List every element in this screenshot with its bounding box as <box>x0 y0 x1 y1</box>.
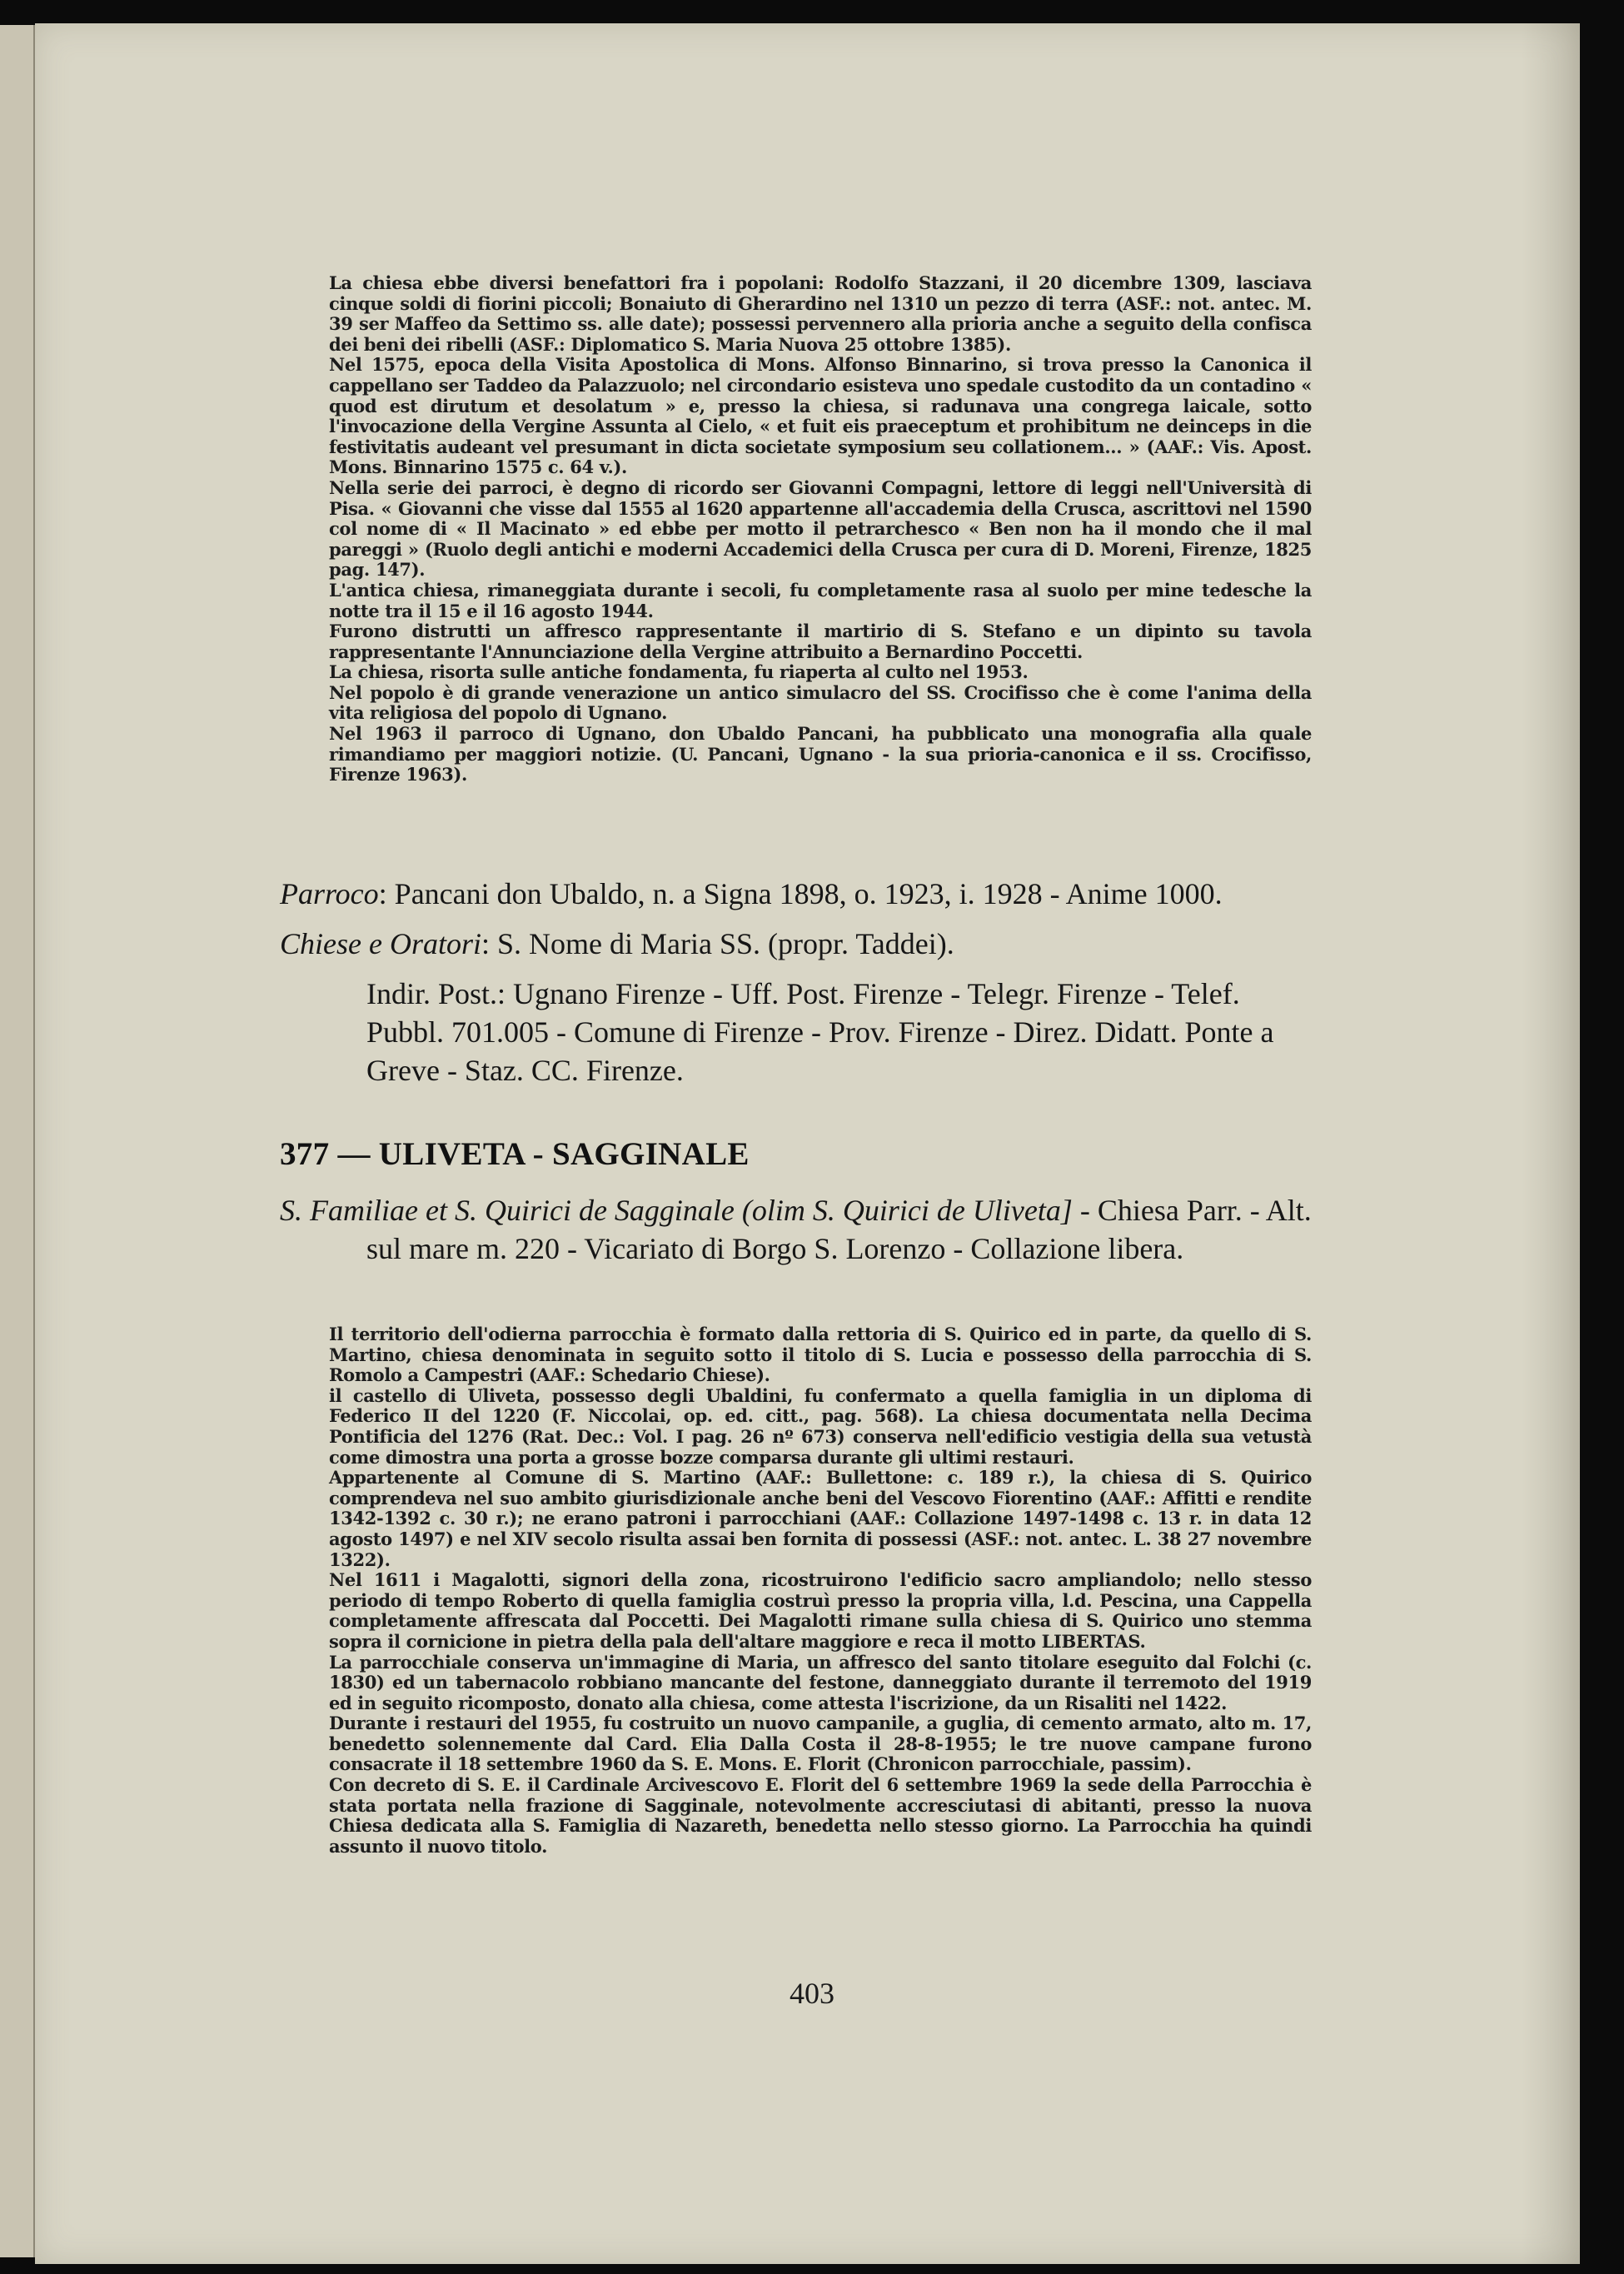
dedication-entry <box>280 1191 1313 1268</box>
note-paragraph: La chiesa, risorta sulle antiche fondamenta, fu riaperta al culto nel 1953. <box>329 661 1029 683</box>
indirizzo-entry: Indir. Post.: Ugnano Firenze - Uff. Post. Firenze - Telegr. Firenze - Telef. Pubbl. 701.005 - Comune di Firenze - Prov. Firenze - Direz. Didatt. Ponte a Greve - Staz. CC. Firenze. <box>366 977 1274 1087</box>
chiese-text: S. Nome di Maria SS. (propr. Taddei). <box>497 927 954 960</box>
parroco-entry: Parroco: Pancani don Ubaldo, n. a Signa 1898, o. 1923, i. 1928 - Anime 1000. <box>280 877 1223 910</box>
chiese-label: Chiese e Oratori <box>280 927 481 960</box>
lower-notes <box>329 1324 1312 1857</box>
parroco-text: Pancani don Ubaldo, n. a Signa 1898, o. 1923, i. 1928 - Anime 1000. <box>394 877 1223 910</box>
note-paragraph: Con decreto di S. E. il Cardinale Arcivescovo E. Florit del 6 settembre 1969 la sede della Parrocchia è stata portata nella frazione di Sagginale, notevolmente accresciutasi di abitanti, presso la nuova Chiesa dedicata alla S. Famiglia di Nazareth, benedetta nello stesso giorno. La Parrocchia ha quindi assunto il nuovo titolo. <box>329 1774 1312 1857</box>
page-number: 403 <box>790 1977 834 2010</box>
note-paragraph: Il territorio dell'odierna parrocchia è formato dalla rettoria di S. Quirico ed in parte, da quello di S. Martino, chiesa denominata in seguito sotto il titolo di S. Lucia e possesso della parrocchia di S. Romolo a Campestri (AAF.: Schedario Chiese). <box>329 1324 1312 1386</box>
note-paragraph: Nel popolo è di grande venerazione un antico simulacro del SS. Crocifisso che è come l'anima della vita religiosa del popolo di Ugnano. <box>329 681 1312 724</box>
dedication <box>280 1191 1313 1268</box>
chiese-entry: Chiese e Oratori: S. Nome di Maria SS. (propr. Taddei). <box>280 927 954 960</box>
section-heading: 377 — ULIVETA - SAGGINALE <box>280 1136 750 1172</box>
dedication-text: - Chiesa Parr. - Alt. sul mare m. 220 - Vicariato di Borgo S. Lorenzo - Collazione libera. <box>366 1194 1312 1265</box>
parroco-label: Parroco <box>280 877 379 910</box>
upper-notes <box>329 273 1312 785</box>
note-paragraph: La parrocchiale conserva un'immagine di Maria, un affresco del santo titolare eseguito dal Folchi (c. 1830) ed un tabernacolo robbiano mancante del festone, danneggiato durante il terremoto del 1919 ed in seguito ricomposto, donato alla chiesa, come attesta l'iscrizione, da un Risaliti nel 1422. <box>329 1651 1312 1713</box>
note-paragraph: La chiesa ebbe diversi benefattori fra i popolani: Rodolfo Stazzani, il 20 dicembre 1309, lasciava cinque soldi di fiorini piccoli; Bonaiuto di Gherardino nel 1310 un pezzo di terra (ASF.: not. antec. M. 39 ser Maffeo da Settimo ss. alle date); possessi pervennero alla prioria anche a seguito della confisca dei beni dei ribelli (ASF.: Diplomatico S. Maria Nuova 25 ottobre 1385). <box>329 272 1312 355</box>
previous-page-edge <box>0 25 36 2257</box>
dedication-title: S. Familiae et S. Quirici de Sagginale (olim S. Quirici de Uliveta] <box>280 1194 1073 1227</box>
note-paragraph: Durante i restauri del 1955, fu costruito un nuovo campanile, a guglia, di cemento armato, alto m. 17, benedetto solennemente dal Card. Elia Dalla Costa il 28-8-1955; le tre nuove campane furono consacrate il 18 settembre 1960 da S. E. Mons. E. Florit (Chronicon parrocchiale, passim). <box>329 1713 1312 1775</box>
note-paragraph: Nel 1575, epoca della Visita Apostolica di Mons. Alfonso Binnarino, si trova presso la Canonica il cappellano ser Taddeo da Palazzuolo; nel circondario esisteva uno spedale custodito da un contadino « quod est dirutum et desolatum » e, presso la chiesa, si radunava una congrega laicale, sotto l'invocazione della Vergine Assunta al Cielo, « et fuit eis praeceptum et prohibitum ne deinceps in die festivitatis audeant vel presumant in dicta societate symposium seu collationem... » (AAF.: Vis. Apost. Mons. Binnarino 1575 c. 64 v.). <box>329 354 1312 478</box>
note-paragraph: Furono distrutti un affresco rappresentante il martirio di S. Stefano e un dipinto su tavola rappresentante l'Annunciazione della Vergine attribuito a Bernardino Poccetti. <box>329 621 1312 662</box>
note-paragraph: Appartenente al Comune di S. Martino (AAF.: Bullettone: c. 189 r.), la chiesa di S. Quirico comprendeva nel suo ambito giurisdizionale anche beni del Vescovo Fiorentino (AAF.: Affitti e rendite 1342-1392 c. 30 r.); ne erano patroni i parrocchiani (AAF.: Collazione 1497-1498 c. 13 r. in data 12 agosto 1497) e nel XIV secolo risulta assai ben fornita di possessi (ASF.: not. antec. L. 38 27 novembre 1322). <box>329 1467 1312 1570</box>
note-paragraph: Nella serie dei parroci, è degno di ricordo ser Giovanni Compagni, lettore di leggi nell'Università di Pisa. « Giovanni che visse dal 1555 al 1620 appartenne all'accademia della Crusca, ascrittovi nel 1590 col nome di « Il Macinato » ed ebbe per motto il petrarchesco « Ben non ha il mondo che il mal pareggi » (Ruolo degli antichi e moderni Accademici della Crusca per cura di D. Moreni, Firenze, 1825 pag. 147). <box>329 476 1312 581</box>
note-paragraph: Nel 1611 i Magalotti, signori della zona, ricostruirono l'edificio sacro ampliandolo; nello stesso periodo di tempo Roberto di quella famiglia costruì presso la propria villa, l.d. Pescina, una Cappella completamente affrescata dal Poccetti. Dei Magalotti rimane sulla chiesa di S. Quirico uno stemma sopra il cornicione in pietra della pala dell'altare maggiore e reca il motto LIBERTAS. <box>329 1569 1312 1652</box>
page-shading <box>1522 23 1580 2264</box>
note-paragraph: il castello di Uliveta, possesso degli Ubaldini, fu confermato a quella famiglia in un diploma di Federico II del 1220 (F. Niccolai, op. ed. citt., pag. 568). La chiesa documentata nella Decima Pontificia del 1276 (Rat. Dec.: Vol. I pag. 26 nº 673) conserva nell'edificio vestigia della sua vetustà come dimostra una porta a grosse bozze comparsa durante gli ultimi restauri. <box>329 1384 1312 1468</box>
note-paragraph: Nel 1963 il parroco di Ugnano, don Ubaldo Pancani, ha pubblicato una monografia alla quale rimandiamo per maggiori notizie. (U. Pancani, Ugnano - la sua prioria-canonica e il ss. Crocifisso, Firenze 1963). <box>329 723 1312 785</box>
note-paragraph: L'antica chiesa, rimaneggiata durante i secoli, fu completamente rasa al suolo per mine tedesche la notte tra il 15 e il 16 agosto 1944. <box>329 579 1312 621</box>
parish-info <box>280 875 1313 1090</box>
